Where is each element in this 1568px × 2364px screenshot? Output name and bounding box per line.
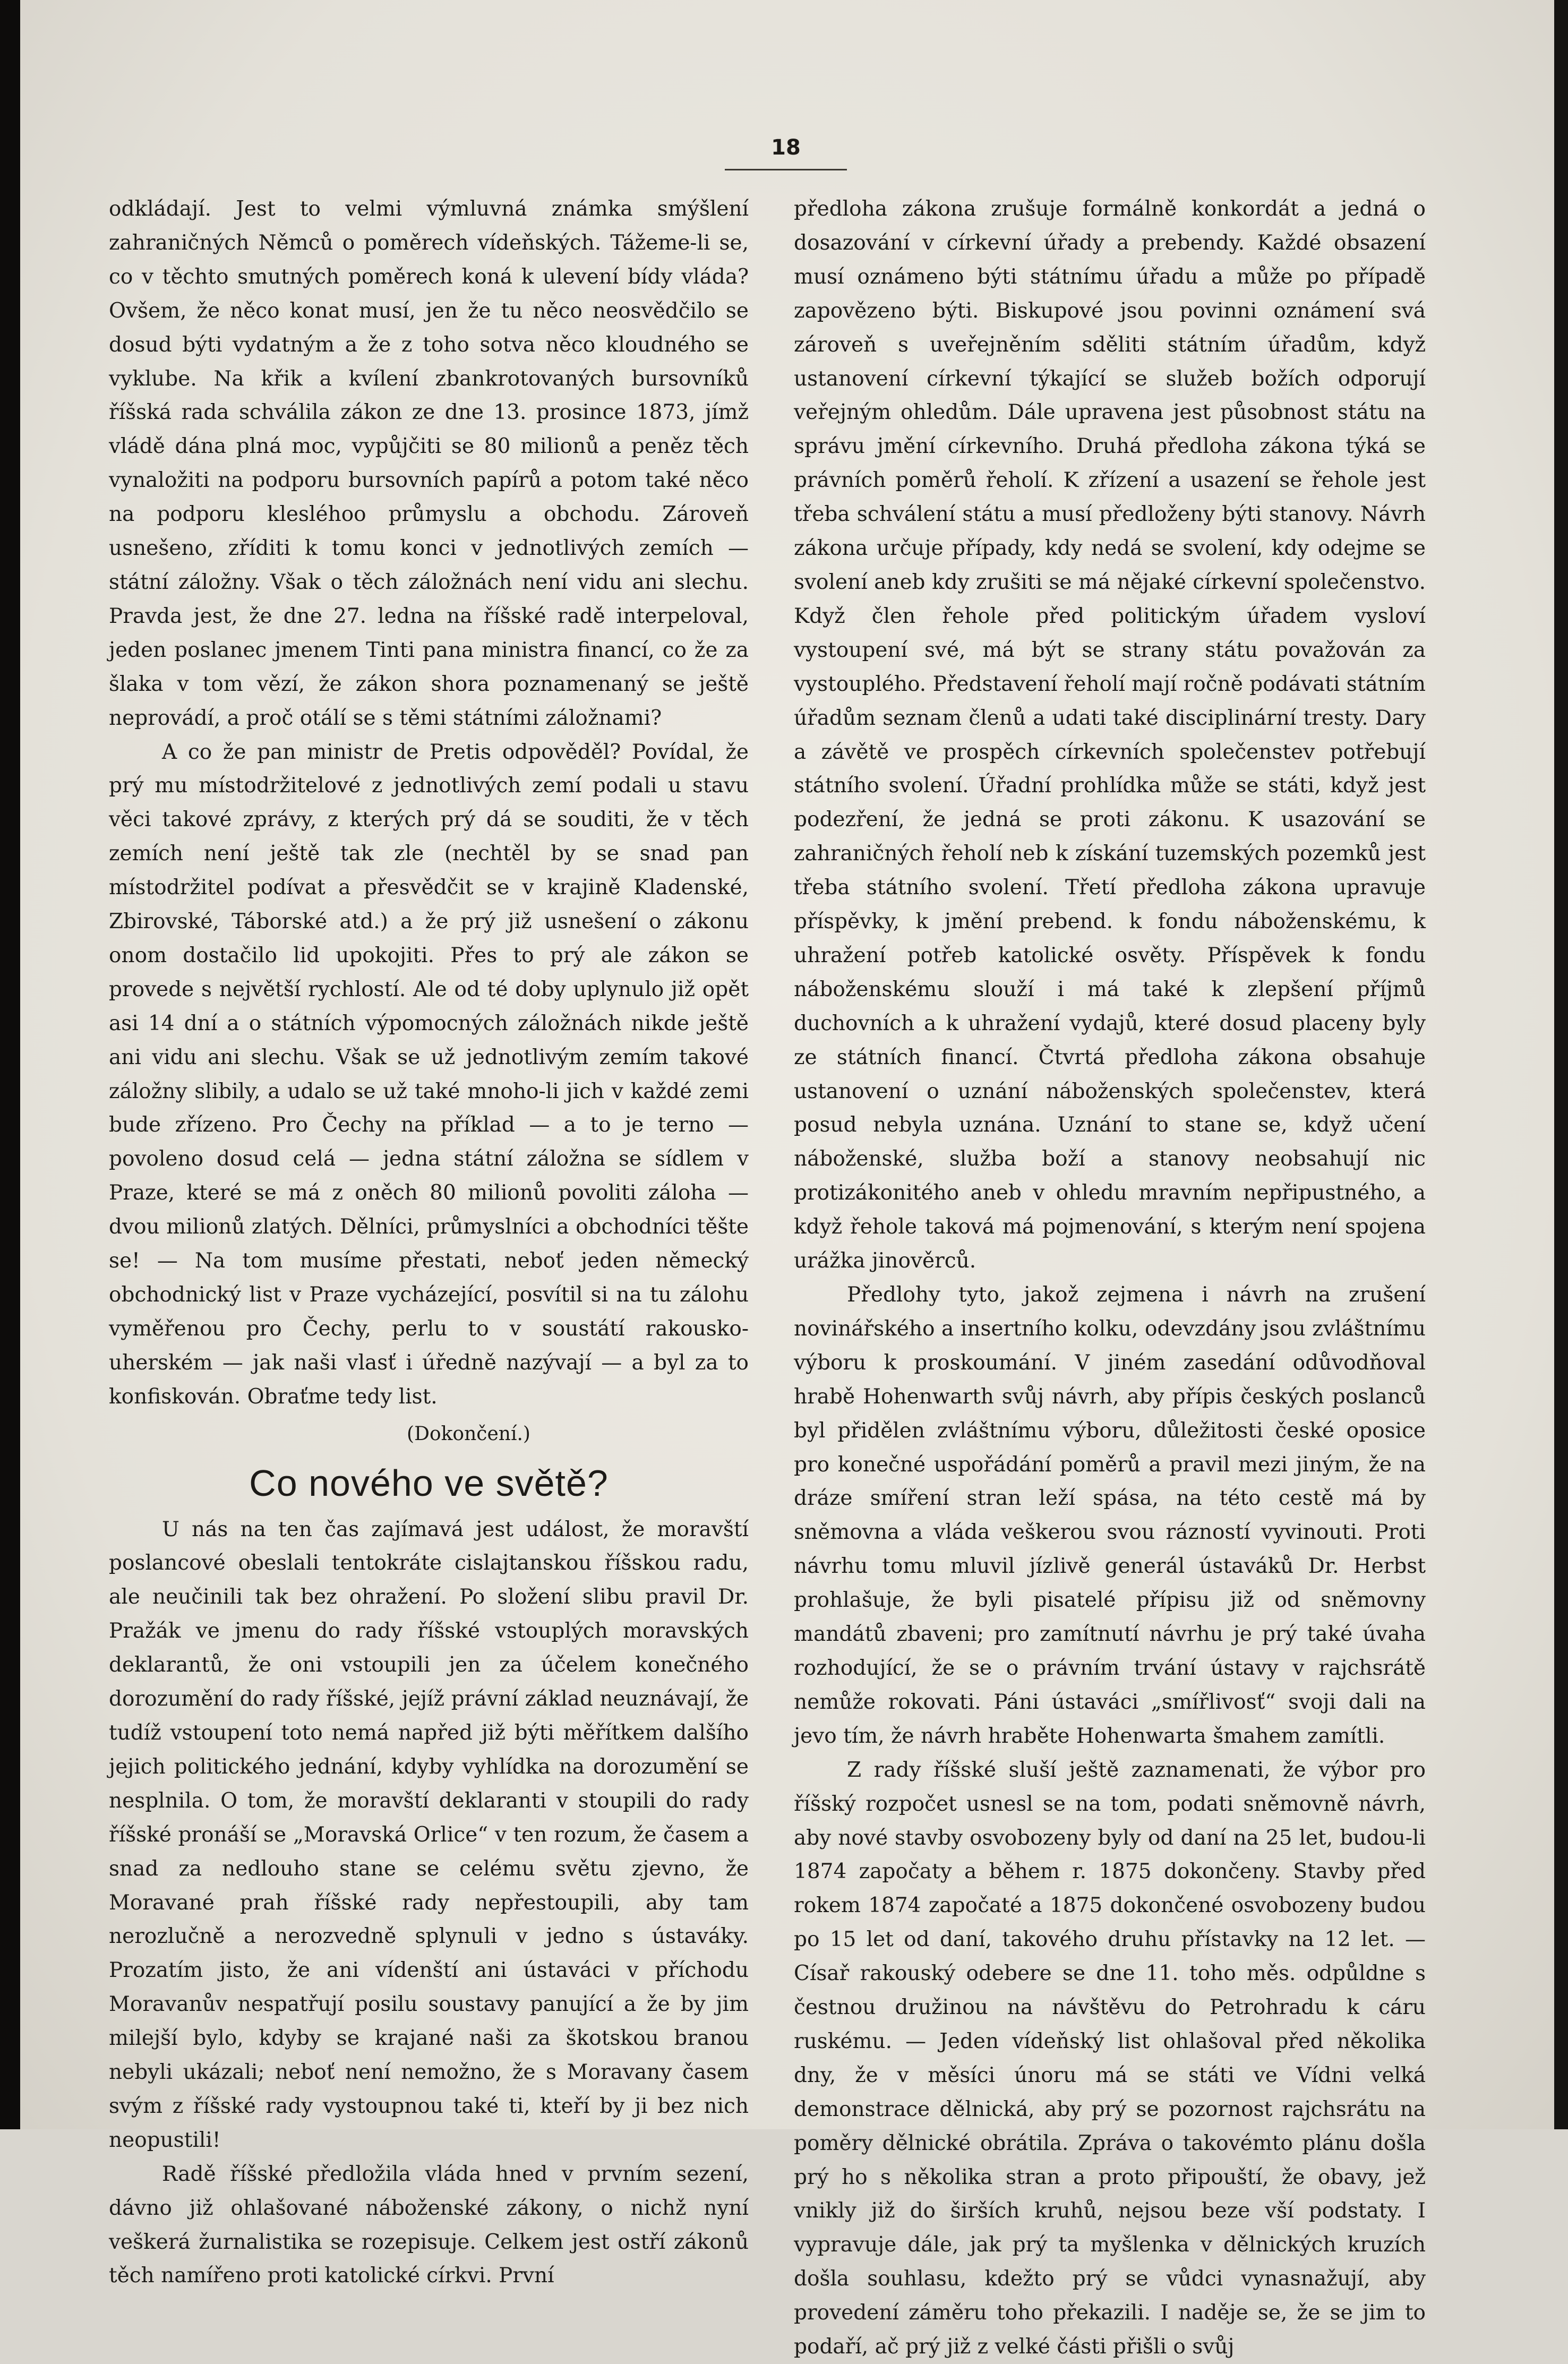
- right-column: [794, 192, 1426, 2364]
- header-rule: [725, 169, 847, 170]
- scan-border-right: [1554, 0, 1568, 2129]
- news-paragraph: předloha zákona zrušuje formálně konkordát a jedná o dosazování v církevní úřady a prebendy. Každé obsazení musí oznámeno býti státnímu úřadu a může po případě zapovězeno býti. Biskupové jsou povinni oznámení svá zároveň s uveřejněním sděliti státním úřadům, když ustanovení církevní týkající se služeb božích odporují veřejným ohledům. Dále upravena jest působnost státu na správu jmění církevního. Druhá předloha zákona týká se právních poměrů řeholí. K zřízení a usazení se řehole jest třeba schválení státu a musí předloženy býti stanovy. Návrh zákona určuje případy, kdy nedá se svolení, kdy odejme se svolení aneb kdy zrušiti se má nějaké církevní společenstvo. Když člen řehole před politickým úřadem vysloví vystoupení své, má být se strany státu považován za vystouplého. Představení řeholí mají ročně podávati státním úřadům seznam členů a udati také disciplinární tresty. Dary a závětě ve prospěch církevních společenstev potřebují státního svolení. Úřadní prohlídka může se státi, když jest podezření, že jedná se proti zákonu. K usazování se zahraničných řeholí neb k získání tuzemských pozemků jest třeba státního svolení. Třetí předloha zákona upravuje příspěvky, k jmění prebend. k fondu náboženskému, k uhražení potřeb katolické osvěty. Příspěvek k fondu náboženskému slouží i má také k zlepšení příjmů duchovních a k uhražení vydajů, které dosud placeny byly ze státních financí. Čtvrtá předloha zákona obsahuje ustanovení o uznání náboženských společenstev, která posud nebyla uznána. Uznání to stane se, když učení náboženské, služba boží a stanovy neobsahují nic protizákonitého aneb v ohledu mravním nepřipustného, a když řehole taková má pojmenování, s kterým není spojena urážka jinověrců.: [794, 197, 1426, 1273]
- news-paragraph: Z rady říšské sluší ještě zaznamenati, že výbor pro říšský rozpočet usnesl se na tom, podati sněmovně návrh, aby nové stavby osvobozeny byly od daní na 25 let, budou-li 1874 započaty a během r. 1875 dokončeny. Stavby před rokem 1874 započaté a 1875 dokončené osvobozeny budou po 15 let od daní, takového druhu přístavky na 12 let. — Císař rakouský odebere se dne 11. toho měs. odpůldne s čestnou družinou na návštěvu do Petrohradu k cáru ruskému. — Jeden vídeňský list ohlašoval před několika dny, že v měsíci únoru má se státi ve Vídni velká demonstrace dělnická, aby prý se pozornost rajchsrátu na poměry dělnické obrátila. Zpráva o takovémto plánu došla prý ho s několika stran a proto připouští, že obavy, jež vnikly již do širších kruhů, nejsou beze vší podstaty. I vypravuje dále, jak prý ta myšlenka v dělnických kruzích došla souhlasu, kdežto prý se vůdci vynasnažují, aby provedení záměru toho překazili. I naděje se, že se jim to podaří, ač prý již z velké části přišli o svůj: [794, 1758, 1426, 2359]
- news-paragraph: Předlohy tyto, jakož zejmena i návrh na zrušení novinářského a insertního kolku, odevzdány jsou zvláštnímu výboru k proskoumání. V jiném zasedání odůvodňoval hrabě Hohenwarth svůj návrh, aby přípis českých poslanců byl přidělen zvláštnímu výboru, důležitosti české oposice pro konečné uspořádání poměrů a pravil mezi jiným, že na dráze smíření stran leží spása, na této cestě má by sněmovna a vláda veškerou svou rázností vyvinouti. Proti návrhu tomu mluvil jízlivě generál ústaváků Dr. Herbst prohlašuje, že byli pisatelé přípisu již od sněmovny mandátů zbaveni; pro zamítnutí návrhu je prý také úvaha rozhodující, že se o právním trvání ústavy v rajchsrátě nemůže rokovati. Páni ústaváci „smířlivosť“ svoji dali na jevo tím, že návrh hraběte Hohenwarta šmahem zamítli.: [794, 1283, 1426, 1748]
- article-text-paragraph: odkládají. Jest to velmi výmluvná známka smýšlení zahraničných Němců o poměrech vídeňských. Tážeme-li se, co v těchto smutných poměrech koná k ulevení bídy vláda? Ovšem, že něco konat musí, jen že tu něco neosvědčilo se dosud býti vydatným a že z toho sotva něco kloudného se vyklube. Na křik a kvílení zbankrotovaných bursovníků říšská rada schválila zákon ze dne 13. prosince 1873, jímž vládě dána plná moc, vypůjčiti se 80 milionů a peněz těch vynaložiti na podporu bursovních papírů a potom také něco na podporu klesléhoo průmyslu a obchodu. Zároveň usnešeno, zříditi k tomu konci v jednotlivých zemích — státní záložny. Však o těch záložnách není vidu ani slechu. Pravda jest, že dne 27. ledna na říšské radě interpeloval, jeden poslanec jmenem Tinti pana ministra financí, co že za šlaka v tom vězí, že zákon shora poznamenaný se ještě neprovádí, a proč otálí se s těmi státními záložnami?: [109, 197, 749, 730]
- left-column: [109, 192, 749, 2293]
- article-continuation-note: (Dokončení.): [407, 1423, 530, 1445]
- scan-border-left: [0, 0, 20, 2129]
- news-paragraph: U nás na ten čas zajímavá jest událost, že moravští poslancové obeslali tentokráte cislajtanskou říšskou radu, ale neučinili tak bez ohražení. Po složení slibu pravil Dr. Pražák ve jmenu do rady říšské vstouplých moravských deklarantů, že oni vstoupili jen za účelem konečného dorozumění do rady říšské, jejíž právní základ neuznávají, že tudíž vstoupení toto nemá napřed již býti měřítkem dalšího jejich politického jednání, kdyby vyhlídka na dorozumění se nesplnila. O tom, že moravští deklaranti v stoupili do rady říšské pronáší se „Moravská Orlice“ v ten rozum, že časem a snad za nedlouho stane se celému světu zjevno, že Moravané prah říšské rady nepřestoupili, aby tam nerozlučně a nerozvedně splynuli v jedno s ústaváky. Prozatím jisto, že ani vídenští ani ústaváci v příchodu Moravanův nespatřují posilu soustavy panující a že by jim milejší bylo, kdyby se krajané naši za škotskou branou nebyli ukázali; neboť není nemožno, že s Moravany časem svým z říšské rady vystoupnou také ti, kteří by ji bez nich neopustili!: [109, 1517, 749, 2152]
- news-paragraph: Radě říšské předložila vláda hned v prvním sezení, dávno již ohlašované náboženské zákony, o nichž nyní veškerá žurnalistika se rozepisuje. Celkem jest ostří zákonů těch namířeno proti katolické církvi. První: [109, 2162, 749, 2288]
- section-heading: Co nového ve světě?: [249, 1462, 609, 1504]
- article-text-paragraph: A co že pan ministr de Pretis odpověděl? Povídal, že prý mu místodržitelové z jednotlivých zemí podali u stavu věci takové zprávy, z kterých prý dá se souditi, že v těch zemích není ještě tak zle (nechtěl by se snad pan místodržitel podívat a přesvědčit se v krajině Kladenské, Zbirovské, Táborské atd.) a že prý již usnešení o zákonu onom dostačilo lid upokojiti. Přes to prý ale zákon se provede s největší rychlostí. Ale od té doby uplynulo již opět asi 14 dní a o státních výpomocných záložnách nikde ještě ani vidu ani slechu. Však se už jednotlivým zemím takové záložny slibily, a udalo se už také mnoho-li jich v každé zemi bude zřízeno. Pro Čechy na příklad — a to je terno — povoleno dosud celá — jedna státní záložna se sídlem v Praze, které se má z oněch 80 milionů povoliti záloha — dvou milionů zlatých. Dělníci, průmyslníci a obchodníci těšte se! — Na tom musíme přestati, neboť jeden německý obchodnický list v Praze vycházející, posvítil si na tu zálohu vyměřenou pro Čechy, perlu to v soustátí rakousko-uherském — jak naši vlasť i úředně nazývají — a byl za to konfiskován. Obraťme tedy list.: [109, 740, 749, 1409]
- page-number: 18: [771, 135, 801, 160]
